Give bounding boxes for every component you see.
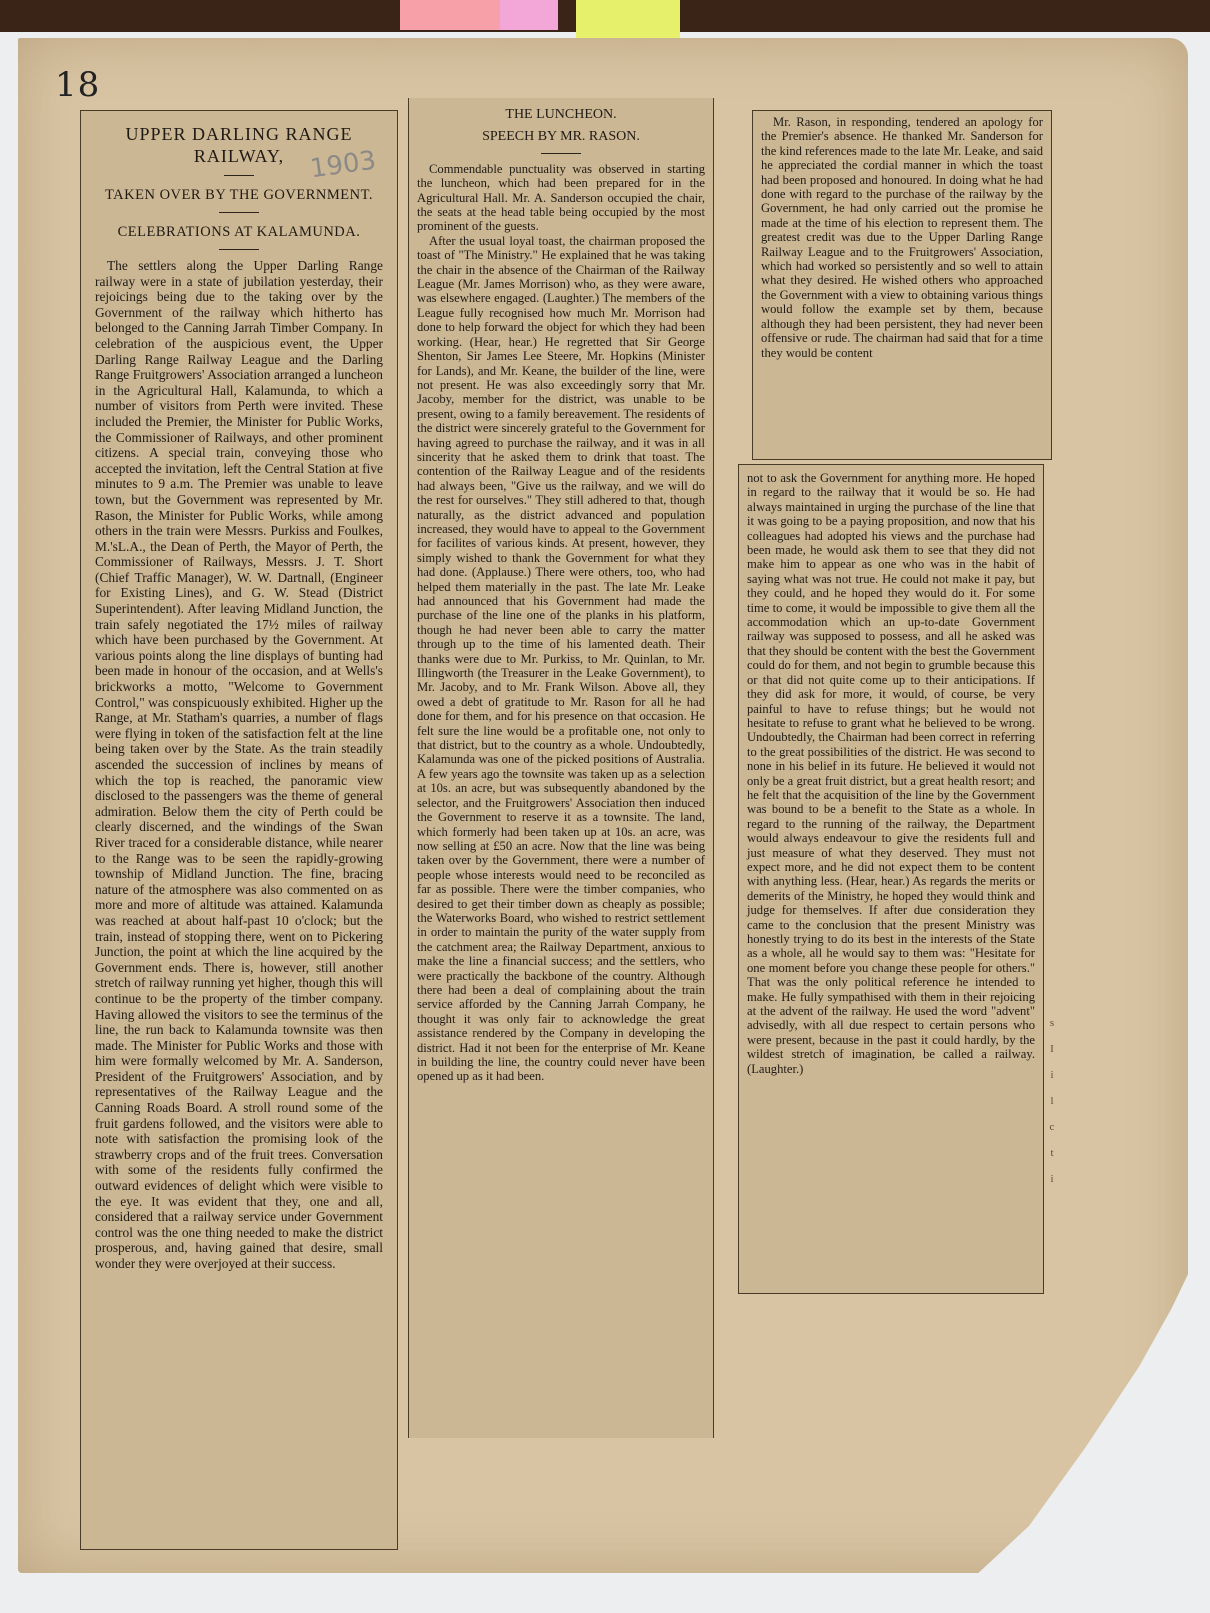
paragraph: Commendable punctuality was observed in starting the luncheon, which had been prepared for in the Agricultural Hall. Mr. A. Sanderson occupied the chair, the seats at the head table being occupied by the most prominent of the guests. <box>417 161 705 234</box>
clipping-luncheon <box>408 98 714 1438</box>
paragraph: Mr. Rason, in responding, tendered an apology for the Premier's absence. He thanked Mr. Sanderson for the kind references made to the late Mr. Leake, and said he appreciated the cordial manner in which the toast had been proposed and honoured. In doing what he had done with regard to the purchase of the railway by the Government, he had only carried out the promise he made at the time of his election to represent them. The greatest credit was due to the Upper Darling Range Railway League and to the Fruitgrowers' Association, which had worked so persistently and so well to attain what they desired. He wished others who approached the Government with a view to obtaining various things would follow the example set by them, because although they had been persistent, they had never been offensive or rude. The chairman had said that for a time they would be content <box>761 115 1043 360</box>
sticky-note-pink <box>400 0 500 30</box>
paragraph: not to ask the Government for anything more. He hoped in regard to the railway that it would be so. He had always maintained in urging the purchase of the line that it was going to be a paying proposition, and now that his colleagues had adopted his views and the purchase had been made, he would ask them to see that they did not make him to appear as one who was in the habit of saying what was not true. He could not make it pay, but they could, and he hoped they would do it. For some time to come, it would be impossible to give them all the accommodation which an up-to-date Government railway was supposed to possess, and all he asked was that they should be content with the best the Government could do for them, and not begin to grumble because this or that did not quite come up to their anticipations. If they did ask for more, it would, of course, be very painful to have to refuse things; but he would not hesitate to refuse to grant what he believed to be wrong. Undoubtedly, the Chairman had been correct in referring to the great possibilities of the district. He was second to none in his belief in its future. He believed it would not only be a great fruit district, but a great health resort; and he felt that the acquisition of the line by the Government was bound to be a benefit to the State as a whole. In regard to the running of the railway, the Department would always endeavour to give the residents full and just measure of what they deserved. They must not expect more, and he did not expect them to be content with anything less. (Hear, hear.) As regards the merits or demerits of the Ministry, he hoped they would think and judge for themselves. If after due consideration they came to the conclusion that the present Ministry was honestly trying to do its best in the interests of the State as a whole, all he would say to them was: "Hesitate for one moment before you change these people for others." That was the only political reference he intended to make. He fully sympathised with them in their rejoicing at the advent of the railway. He used the word "advent" advisedly, with all due respect to certain persons who were present, because in the past it could hardly, by the wildest stretch of imagination, be called a railway. (Laughter.) <box>747 471 1035 1076</box>
heading-speech: SPEECH BY MR. RASON. <box>482 129 640 145</box>
page-number: 18 <box>55 65 101 105</box>
divider <box>219 212 259 213</box>
headline: UPPER DARLING RANGE RAILWAY, <box>125 124 353 166</box>
heading-luncheon: THE LUNCHEON. <box>505 107 617 122</box>
handwritten-date: 1903 <box>308 145 378 185</box>
sticky-note-magenta <box>500 0 558 30</box>
clipping-railway-takeover <box>80 110 398 1550</box>
article-body: The settlers along the Upper Darling Range railway were in a state of jubilation yesterday, their rejoicings being due to the taking over by the Government of the railway which hitherto has belonged to the Canning Jarrah Timber Company. In celebration of the auspicious event, the Upper Darling Range Railway League and the Darling Range Fruitgrowers' Association arranged a luncheon in the Agricultural Hall, Kalamunda, to which a number of visitors from Perth were invited. These included the Premier, the Minister for Public Works, the Commissioner of Railways, and other prominent citizens. A special train, conveying those who accepted the invitation, left the Central Station at five minutes to 9 a.m. The Premier was unable to leave town, but the Government was represented by Mr. Rason, the Minister for Public Works, while among others in the train were Messrs. Purkiss and Foulkes, M.'sL.A., the Dean of Perth, the Mayor of Perth, the Commissioner of Railways, Messrs. J. T. Short (Chief Traffic Manager), W. W. Dartnall, (Engineer for Existing Lines), and G. W. Stead (District Superintendent). After leaving Midland Junction, the train safely negotiated the 17½ miles of railway which have been purchased by the Government. At various points along the line displays of bunting had been made in honour of the occasion, and at Wells's brickworks a motto, "Welcome to Government Control," was conspicuously exhibited. Higher up the Range, at Mr. Statham's quarries, a number of flags were flying in token of the satisfaction felt at the line being taken over by the State. As the train steadily ascended the succession of inclines by means of which the top is reached, the panoramic view disclosed to the passengers was the theme of general admiration. Below them the city of Perth could be clearly discerned, and the windings of the Swan River traced for a considerable distance, while nearer to the Range was to be seen the rapidly-growing township of Midland Junction. The fine, bracing nature of the atmosphere was also commented on as more and more of altitude was attained. Kalamunda was reached at about half-past 10 o'clock; but the train, instead of stopping there, went on to Pickering Junction, the point at which the line acquired by the Government ends. There is, however, still another stretch of railway running yet higher, though this will continue to be the property of the timber company. Having allowed the visitors to see the terminus of the line, the run back to Kalamunda townsite was then made. The Minister for Public Works and those with him were formally welcomed by Mr. A. Sanderson, President of the Fruitgrowers' Association, and by representatives of the Railway League and the Canning Roads Board. A stroll round some of the fruit gardens followed, and the visitors were able to note with satisfaction the promising look of the strawberry crops and of the fruit trees. Conversation with some of the residents fully confirmed the outward evidences of delight which were visible to the eye. It was evident that they, one and all, considered that a railway service under Government control was the one thing needed to make the district prosperous, and, having gained that desire, small wonder they were overjoyed at their success. <box>95 258 383 1271</box>
divider <box>219 249 259 250</box>
clipping-rason-continued <box>738 464 1044 1294</box>
subhead-government: TAKEN OVER BY THE GOVERNMENT. <box>104 187 373 203</box>
edge-marks: s I i l c t i <box>1049 1017 1055 1185</box>
subhead-celebrations: CELEBRATIONS AT KALAMUNDA. <box>117 224 361 240</box>
divider <box>224 175 254 176</box>
clipping-rason-response <box>752 110 1052 460</box>
divider <box>541 153 581 154</box>
paragraph: After the usual loyal toast, the chairman proposed the toast of "The Ministry." He explained that he was taking the chair in the absence of the Chairman of the Railway League (Mr. James Morrison) who, as they were aware, was elsewhere engaged. (Laughter.) The members of the League fully recognised how much Mr. Morrison had done to help forward the object for which they had been working. (Hear, hear.) He regretted that Sir George Shenton, Sir James Lee Steere, Mr. Hopkins (Minister for Lands), and Mr. Keane, the builder of the line, were not present. He was also exceedingly sorry that Mr. Jacoby, member for the district, was unable to be present, owing to a family bereavement. The residents of the district were sincerely grateful to the Government for having agreed to purchase the railway, and it was in all sincerity that he asked them to drink that toast. The contention of the Railway League and of the residents had always been, "Give us the railway, and we will do the rest for ourselves." They still adhered to that, though naturally, as the district advanced and population increased, they would have to appeal to the Government for facilites of various kinds. At present, however, they simply wished to thank the Government for what they had done. (Applause.) There were others, too, who had helped them materially in the past. The late Mr. Leake had announced that his Government had made the purchase of the line one of the planks in his platform, though he had never been able to carry the matter through up to the time of his lamented death. Their thanks were due to Mr. Purkiss, to Mr. Quinlan, to Mr. Illingworth (the Treasurer in the Leake Government), to Mr. Jacoby, and to Mr. Frank Wilson. Above all, they owed a debt of gratitude to Mr. Rason for all he had done for them, and for his presence on that occasion. He felt sure the line would be a profitable one, not only to that district, but to the country as a whole. Undoubtedly, Kalamunda was one of the picked positions of Australia. A few years ago the townsite was taken up as a selection at 10s. an acre, but was subsequently abandoned by the selector, and the Fruitgrowers' Association then induced the Government to reserve it as a townsite. The land, which formerly had been taken up at 10s. an acre, was now selling at £50 an acre. Now that the line was being taken over by the Government, there were a number of people whose interests would need to be reconciled as far as possible. There were the timber companies, who desired to get their timber down as cheaply as possible; the Waterworks Board, who wished to restrict settlement in order to maintain the purity of the water supply from the catchment area; the Railway Department, anxious to make the line a financial success; and the settlers, who were practically the backbone of the country. Although there had been a deal of complaining about the train service afforded by the Canning Jarrah Company, he thought it was only fair to acknowledge the great assistance rendered by the Company in developing the district. Had it not been for the enterprise of Mr. Keane in building the line, the country could never have been opened up as it had been. <box>417 233 705 1084</box>
